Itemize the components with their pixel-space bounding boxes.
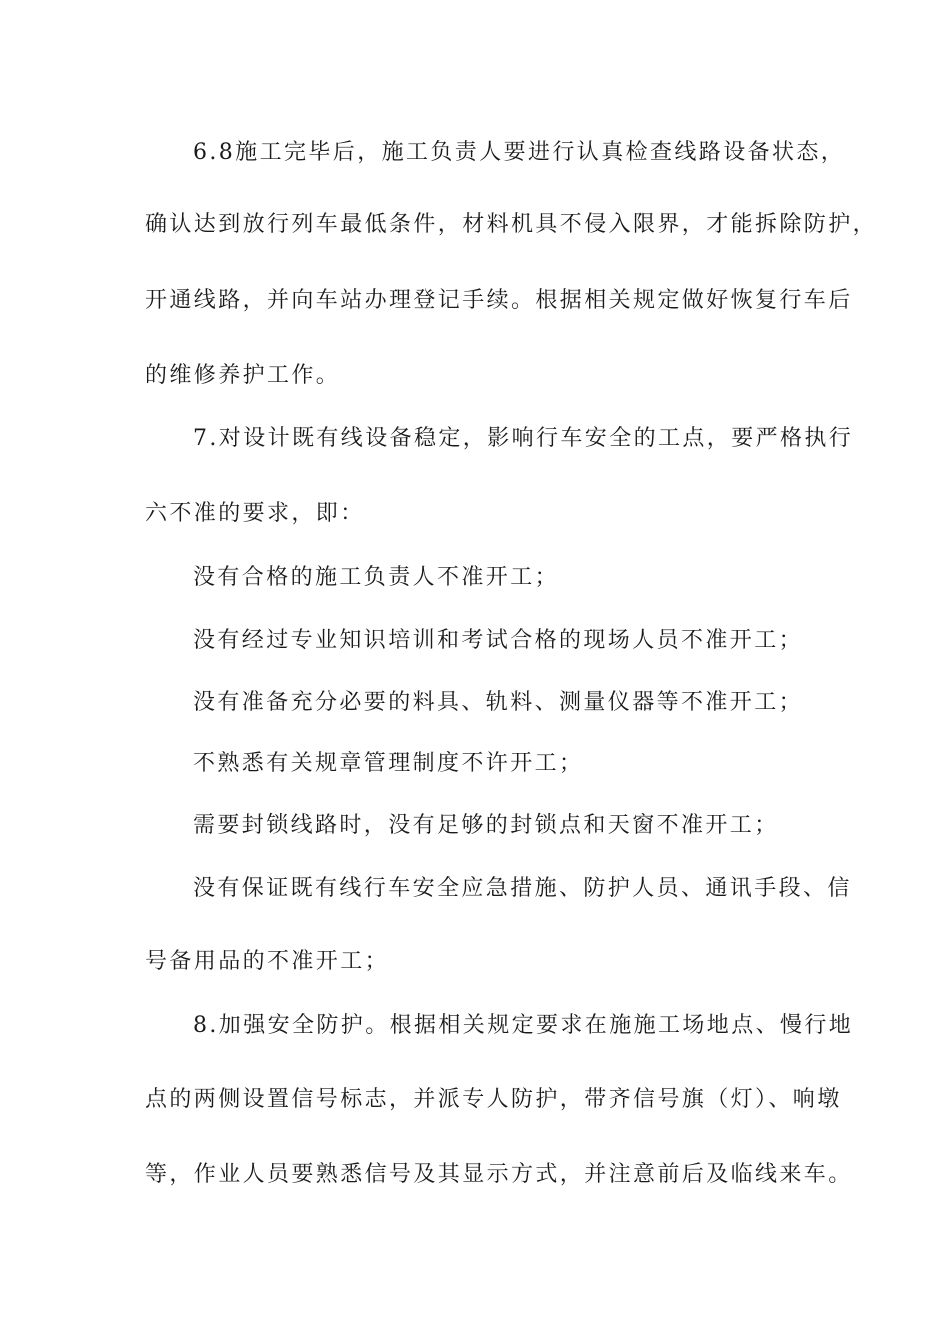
text-line: 需要封锁线路时，没有足够的封锁点和天窗不准开工； bbox=[193, 813, 779, 838]
text-line: 号备用品的不准开工； bbox=[145, 949, 390, 974]
text-line: 确认达到放行列车最低条件，材料机具不侵入限界，才能拆除防护， bbox=[145, 212, 878, 237]
text-line: 没有准备充分必要的料具、轨料、测量仪器等不准开工； bbox=[193, 690, 804, 715]
text-line: 没有保证既有线行车安全应急措施、防护人员、通讯手段、信 bbox=[193, 876, 852, 901]
text-line: 六不准的要求，即： bbox=[145, 501, 365, 526]
text-line: 没有合格的施工负责人不准开工； bbox=[193, 565, 560, 590]
text-line: 等，作业人员要熟悉信号及其显示方式，并注意前后及临线来车。 bbox=[145, 1162, 853, 1187]
text-line: 6.8施工完毕后，施工负责人要进行认真检查线路设备状态， bbox=[193, 140, 846, 165]
text-line: 开通线路，并向车站办理登记手续。根据相关规定做好恢复行车后 bbox=[145, 288, 853, 313]
text-line: 点的两侧设置信号标志，并派专人防护，带齐信号旗（灯）、响墩 bbox=[145, 1087, 842, 1112]
text-line: 没有经过专业知识培训和考试合格的现场人员不准开工； bbox=[193, 628, 804, 653]
text-line: 8.加强安全防护。根据相关规定要求在施施工场地点、慢行地 bbox=[193, 1013, 854, 1038]
text-line: 的维修养护工作。 bbox=[145, 363, 341, 388]
text-line: 不熟悉有关规章管理制度不许开工； bbox=[193, 751, 584, 776]
text-line: 7.对设计既有线设备稳定，影响行车安全的工点，要严格执行 bbox=[193, 426, 854, 451]
